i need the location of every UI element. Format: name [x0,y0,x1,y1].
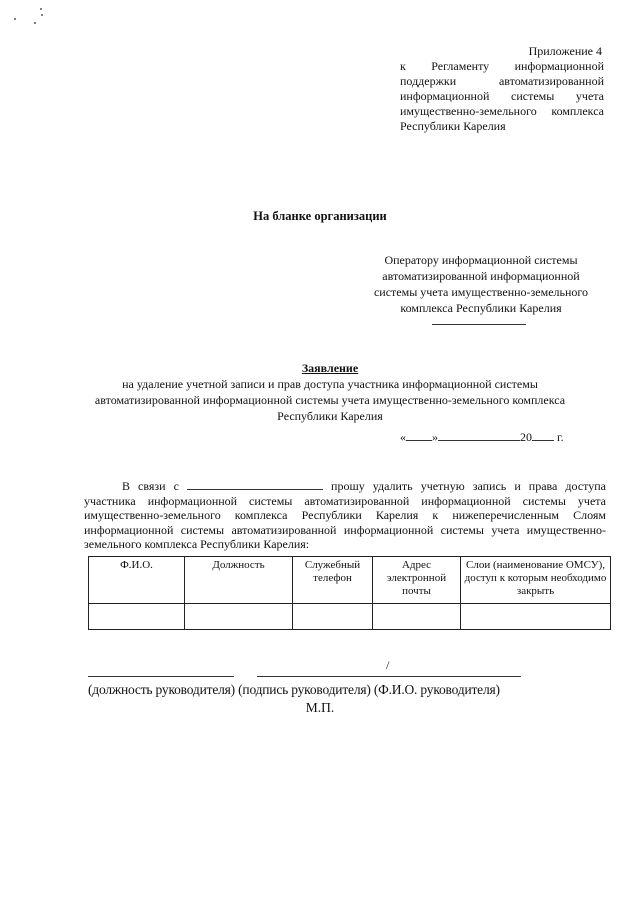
cell-phone[interactable] [293,604,373,630]
header-phone: Служебный телефон [293,557,373,604]
addressee-line: комплекса Республики Карелия [400,301,562,315]
date-field [400,429,605,445]
appendix-note [400,44,604,134]
layers-table [88,556,611,630]
statement-heading: Заявление [301,361,359,375]
reason-prefix: В связи с [122,479,179,493]
year-blank[interactable] [532,429,554,441]
signature-labels: (должность руководителя) (подпись руководителя) (Ф.И.О. руководителя) [88,682,500,697]
position-signature-line[interactable] [88,676,234,677]
statement-subtitle-line: автоматизированной информационной системы учета имущественно-земельного комплекса [94,393,566,407]
header-email: Адрес электронной почты [373,557,461,604]
header-layers: Слои (наименование ОМСУ), доступ к которым необходимо закрыть [461,557,611,604]
statement-subtitle-line: на удаление учетной записи и прав доступа участника информационной системы [122,377,538,391]
request-text: прошу удалить учетную запись и права доступа участника информационной системы автоматизированной информационной системы учета имущественно-земельного комплекса Республики Карелия к нижеперечисленным Слоям информационной системы автоматизированной информационной системы учета имущественно-земельного комплекса Республики Карелия: [84,479,606,551]
statement-subtitle-line: Республики Карелия [277,409,383,423]
request-paragraph [84,478,606,552]
month-blank[interactable] [438,429,520,441]
addressee-name-blank[interactable] [432,324,526,325]
date-century: 20 [520,430,532,444]
cell-layers[interactable] [461,604,611,630]
date-open-quote: « [400,430,406,444]
scan-specks [14,6,54,26]
table-header-row [89,557,611,604]
speck [14,18,16,20]
appendix-title: Приложение 4 [528,44,602,58]
addressee-line: автоматизированной информационной [382,269,580,283]
date-suffix: г. [557,430,564,444]
cell-email[interactable] [373,604,461,630]
statement-title-block [70,360,590,424]
addressee-line: системы учета имущественно-земельного [373,285,589,299]
speck [34,22,36,24]
appendix-body: к Регламенту информационной поддержки автоматизированной информационной системы учета имущественно-земельного комплекса Республики Карелия [400,59,604,133]
signature-separator: / [386,658,390,672]
addressee-line: Оператору информационной системы [384,253,578,267]
cell-position[interactable] [185,604,293,630]
speck [40,8,42,10]
reason-blank[interactable] [187,478,323,490]
date-close-quote: » [432,430,438,444]
speck [41,14,43,16]
header-position: Должность [185,557,293,604]
cell-fio[interactable] [89,604,185,630]
signature-name-line[interactable] [257,676,521,677]
header-fio: Ф.И.О. [89,557,185,604]
addressee-block [356,252,606,316]
day-blank[interactable] [406,429,432,441]
letterhead-note: На бланке организации [253,209,387,223]
table-row [89,604,611,630]
stamp-place: М.П. [305,700,335,715]
